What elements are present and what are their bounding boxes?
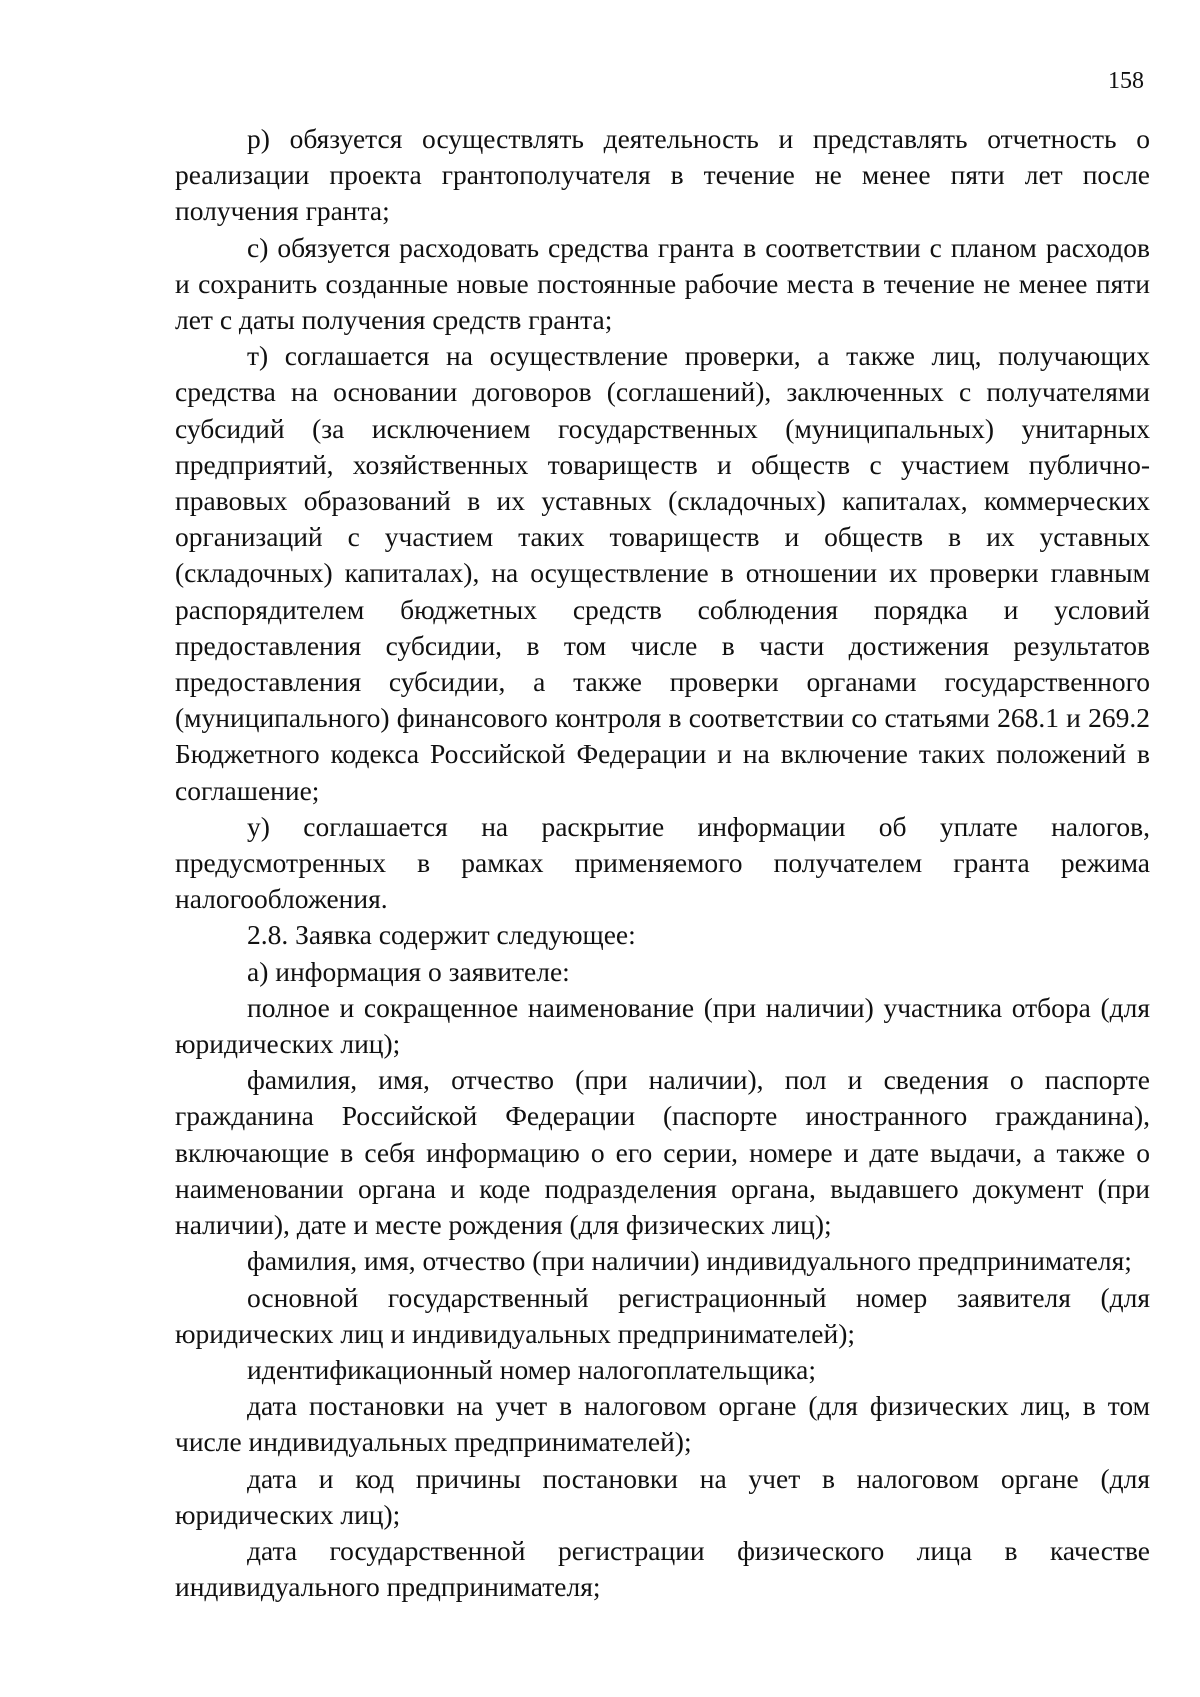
section-heading-2-8: 2.8. Заявка содержит следующее: <box>247 919 636 951</box>
page-number: 158 <box>1108 68 1144 94</box>
list-item-entrepreneur-name: фамилия, имя, отчество (при наличии) индивидуального предпринимателя; <box>247 1245 1132 1277</box>
list-item-passport-details: фамилия, имя, отчество (при наличии), пол и сведения о паспорте гражданина Российской Федерации (паспорте иностранного гражданина), включающие в себя информацию о его серии, номере и дате выдачи, а также о наименовании органа и коде подразделения органа, выдавшего документ (при наличии), дате и месте рождения (для физических лиц); <box>175 1064 1150 1241</box>
list-item-ogrn: основной государственный регистрационный номер заявителя (для юридических лиц и индивидуальных предпринимателей); <box>175 1281 1150 1349</box>
paragraph-a: а) информация о заявителе: <box>247 955 570 987</box>
paragraph-t: т) соглашается на осуществление проверки, а также лиц, получающих средства на основании договоров (соглашений), заключенных с получателями субсидий (за исключением государственных (муниципальных) унитарных предприятий, хозяйственных товариществ и обществ с участием публично-правовых образований в их уставных (складочных) капиталах, коммерческих организаций с участием таких товариществ и обществ в их уставных (складочных) капиталах), на осуществление в отношении их проверки главным распорядителем бюджетных средств соблюдения порядка и условий предоставления субсидии, в том числе в части достижения результатов предоставления субсидии, а также проверки органами государственного (муниципального) финансового контроля в соответствии со статьями 268.1 и 269.2 Бюджетного кодекса Российской Федерации и на включение таких положений в соглашение; <box>175 340 1150 806</box>
list-item-ip-registration-date: дата государственной регистрации физического лица в качестве индивидуального предпринимателя; <box>175 1534 1150 1603</box>
list-item-inn: идентификационный номер налогоплательщика; <box>247 1353 817 1385</box>
paragraph-r: р) обязуется осуществлять деятельность и представлять отчетность о реализации проекта грантополучателя в течение не менее пяти лет после получения гранта; <box>175 123 1150 227</box>
document-body <box>175 121 1150 1605</box>
paragraph-s: с) обязуется расходовать средства гранта в соответствии с планом расходов и сохранить созданные новые постоянные рабочие места в течение не менее пяти лет с даты получения средств гранта; <box>175 231 1150 336</box>
list-item-legal-name: полное и сокращенное наименование (при наличии) участника отбора (для юридических лиц); <box>175 991 1150 1060</box>
list-item-tax-registration-date: дата постановки на учет в налоговом органе (для физических лиц, в том числе индивидуальных предпринимателей); <box>175 1390 1150 1458</box>
list-item-kpp: дата и код причины постановки на учет в налоговом органе (для юридических лиц); <box>175 1462 1150 1530</box>
paragraph-u: у) соглашается на раскрытие информации об уплате налогов, предусмотренных в рамках применяемого получателем гранта режима налогообложения. <box>175 810 1150 915</box>
